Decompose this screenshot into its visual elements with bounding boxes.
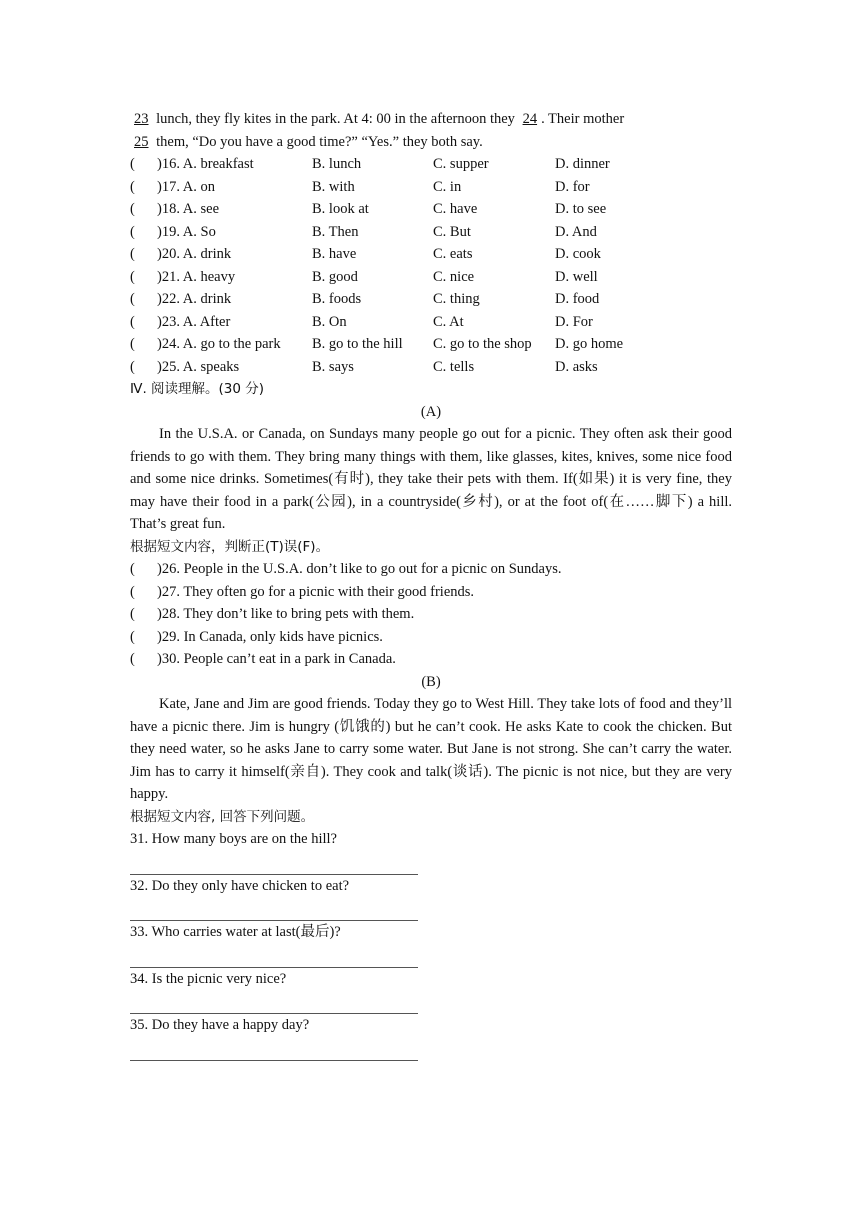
passage-b-label: (B) [421, 673, 441, 690]
option-c: C. eats [433, 246, 473, 262]
passage-a-instruction: 根据短文内容，判断正(T)误(F)。 [130, 538, 330, 555]
tf-statement: )28. They don’t like to bring pets with them. [157, 606, 415, 622]
cloze-text: lunch, they fly kites in the park. At 4: 00 in the afternoon they [156, 111, 515, 127]
option-d: D. And [555, 223, 597, 240]
answer-line[interactable] [130, 944, 418, 968]
tf-statement: )30. People can’t eat in a park in Canada. [157, 651, 396, 667]
question-text: 32. Do they only have chicken to eat? [130, 877, 350, 894]
passage-a-label: (A) [420, 403, 442, 420]
answer-line[interactable] [130, 851, 418, 875]
question-item [130, 828, 732, 875]
answer-paren: ( [130, 156, 135, 172]
worksheet-page [130, 108, 732, 1061]
option-d: D. to see [555, 201, 607, 217]
cloze-line-1 [130, 108, 732, 131]
mcq-row [130, 266, 732, 289]
answer-paren: ( [130, 606, 135, 622]
option-c: C. in [433, 178, 462, 195]
option-b: B. foods [312, 291, 362, 307]
question-text: 35. Do they have a happy day? [130, 1017, 310, 1033]
true-false-list [130, 558, 732, 671]
answer-paren: ( [130, 651, 135, 667]
tf-item [130, 603, 732, 626]
passage-a-text: In the U.S.A. or Canada, on Sundays many people go out for a picnic. They often ask their good friends to go with them. They bring many things with them, like glasses, kites, knives, some nice food and some nice drinks. Sometimes(有时), they take their pets with them. If(如果) it is very fine, they may have their food in a park(公园), in a countryside(乡村), or at the foot of(在……脚下) a hill. That’s great fun. [130, 426, 732, 532]
option-b: B. have [312, 246, 357, 262]
option-b: B. On [312, 313, 347, 330]
passage-b-text: Kate, Jane and Jim are good friends. Today they go to West Hill. They take lots of food and they’ll have a picnic there. Jim is hungry (饥饿的) but he can’t cook. He asks Kate to cook the chicken. But they need water, so he asks Jane to carry some water. But Jane is not strong. She can’t carry the water. Jim has to carry it himself(亲自). They cook and talk(谈话). The picnic is not nice, but they are very happy. [130, 696, 732, 802]
option-c: C. At [433, 313, 464, 330]
tf-statement: )29. In Canada, only kids have picnics. [157, 628, 383, 645]
question-item [130, 921, 732, 968]
answer-paren: ( [130, 313, 135, 330]
cloze-line-2 [130, 131, 732, 154]
option-a: )25. A. speaks [157, 358, 240, 375]
answer-line[interactable] [130, 897, 418, 921]
option-a: )21. A. heavy [157, 268, 236, 285]
passage-b-instruction: 根据短文内容, 回答下列问题。 [130, 808, 315, 825]
mcq-row [130, 333, 732, 356]
answer-paren: ( [130, 246, 135, 262]
tf-item [130, 626, 732, 649]
option-c: C. go to the shop [433, 336, 532, 352]
option-a: )24. A. go to the park [157, 336, 281, 352]
option-d: D. for [555, 178, 590, 195]
question-item [130, 968, 732, 1015]
option-a: )18. A. see [157, 201, 220, 217]
answer-paren: ( [130, 223, 135, 240]
mcq-row [130, 153, 732, 176]
mcq-row [130, 198, 732, 221]
blank-25: 25 [134, 133, 149, 150]
section-heading: Ⅳ. 阅读理解。(30 分) [130, 381, 265, 397]
option-b: B. look at [312, 201, 369, 217]
mcq-list [130, 153, 732, 378]
option-d: D. For [555, 313, 593, 330]
blank-23: 23 [134, 111, 149, 127]
mcq-row [130, 288, 732, 311]
question-list [130, 828, 732, 1061]
answer-line[interactable] [130, 990, 418, 1014]
option-a: )20. A. drink [157, 246, 232, 262]
answer-paren: ( [130, 561, 135, 577]
option-a: )16. A. breakfast [157, 156, 254, 172]
option-a: )17. A. on [157, 178, 215, 195]
option-b: B. lunch [312, 156, 362, 172]
option-a: )23. A. After [157, 313, 231, 330]
blank-24: 24 [522, 111, 538, 127]
option-d: D. well [555, 268, 598, 285]
option-d: D. cook [555, 246, 601, 262]
tf-item [130, 558, 732, 581]
option-c: C. have [433, 201, 478, 217]
option-d: D. go home [555, 336, 624, 352]
tf-item [130, 648, 732, 671]
option-a: )19. A. So [157, 223, 216, 240]
answer-paren: ( [130, 201, 135, 217]
tf-statement: )27. They often go for a picnic with their good friends. [157, 583, 475, 600]
tf-statement: )26. People in the U.S.A. don’t like to go out for a picnic on Sundays. [157, 561, 562, 577]
answer-paren: ( [130, 291, 135, 307]
option-d: D. dinner [555, 156, 610, 172]
option-c: C. But [433, 223, 471, 240]
option-c: C. nice [433, 268, 475, 285]
question-item [130, 1014, 732, 1061]
answer-paren: ( [130, 268, 135, 285]
tf-item [130, 581, 732, 604]
cloze-text: . Their mother [541, 111, 625, 127]
cloze-text: them, “Do you have a good time?” “Yes.” they both say. [156, 133, 483, 150]
option-b: B. says [312, 358, 354, 375]
option-b: B. Then [312, 223, 359, 240]
mcq-row [130, 221, 732, 244]
option-b: B. with [312, 178, 355, 195]
option-b: B. good [312, 268, 358, 285]
mcq-row [130, 356, 732, 379]
question-text: 34. Is the picnic very nice? [130, 970, 287, 987]
answer-paren: ( [130, 358, 135, 375]
option-d: D. food [555, 291, 600, 307]
option-b: B. go to the hill [312, 336, 403, 352]
question-text: 31. How many boys are on the hill? [130, 831, 337, 847]
mcq-row [130, 311, 732, 334]
option-c: C. supper [433, 156, 489, 172]
question-text: 33. Who carries water at last(最后)? [130, 924, 341, 940]
option-d: D. asks [555, 358, 598, 375]
answer-line[interactable] [130, 1037, 418, 1061]
answer-paren: ( [130, 178, 135, 195]
answer-paren: ( [130, 628, 135, 645]
option-c: C. tells [433, 358, 475, 375]
answer-paren: ( [130, 336, 135, 352]
mcq-row [130, 176, 732, 199]
option-c: C. thing [433, 291, 480, 307]
question-item [130, 875, 732, 922]
answer-paren: ( [130, 583, 135, 600]
option-a: )22. A. drink [157, 291, 232, 307]
mcq-row [130, 243, 732, 266]
